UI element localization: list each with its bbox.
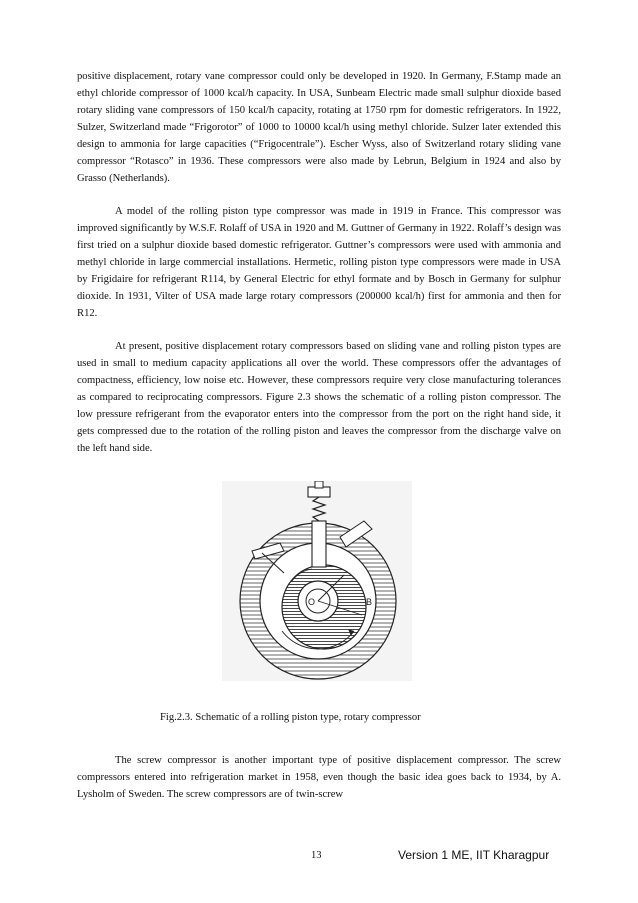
vane bbox=[312, 521, 326, 567]
label-b: B bbox=[366, 597, 373, 607]
rolling-piston-compressor-figure bbox=[222, 481, 412, 681]
paragraph-screw-compressor: The screw compressor is another important type of positive displacement compressor. The screw compressors entered into refrigeration market in 1958, even though the basic idea goes back to 1934, by A. Lysholm of Sweden. The screw compressors are of twin-screw bbox=[77, 755, 561, 800]
figure-caption: Fig.2.3. Schematic of a rolling piston type, rotary compressor bbox=[160, 712, 421, 723]
page-body bbox=[77, 68, 561, 457]
compressor-schematic bbox=[222, 481, 412, 681]
paragraph-rotary-vane-history: positive displacement, rotary vane compressor could only be developed in 1920. In Germany, F.Stamp made an ethyl chloride compressor of 1000 kcal/h capacity. In USA, Sunbeam Electric made small sulphur dioxide based rotary sliding vane compressors of 150 kcal/h capacity, rotating at 1750 rpm for domestic refrigerators. In 1922, Sulzer, Switzerland made “Frigorotor” of 1000 to 10000 kcal/h using methyl chloride. Sulzer later extended this design to ammonia for large capacities (“Frigocentrale”). Escher Wyss, also of Switzerland rotary sliding vane compressor “Rotasco” in 1936. These compressors were also made by Lebrun, Belgium in 1924 and also by Grasso (Netherlands). bbox=[77, 71, 561, 184]
label-o: O bbox=[308, 597, 316, 607]
page-number: 13 bbox=[311, 850, 322, 861]
paragraph-rotary-present: At present, positive displacement rotary compressors based on sliding vane and rolling piston types are used in small to medium capacity applications all over the world. These compressors offer the advantages of compactness, efficiency, low noise etc. However, these compressors require very close manufacturing tolerances as compared to reciprocating compressors. Figure 2.3 shows the schematic of a rolling piston compressor. The low pressure refrigerant from the evaporator enters into the compressor from the port on the right hand side, it gets compressed due to the rotation of the rolling piston and leaves the compressor from the discharge valve on the left hand side. bbox=[77, 341, 561, 454]
footer-version: Version 1 ME, IIT Kharagpur bbox=[398, 848, 550, 862]
paragraph-rolling-piston-history: A model of the rolling piston type compressor was made in 1919 in France. This compressor was improved significantly by W.S.F. Rolaff of USA in 1920 and M. Guttner of Germany in 1922. Rolaff’s design was first tried on a sulphur dioxide based domestic refrigerator. Guttner’s compressors were used with ammonia and methyl chloride in large commercial installations. Hermetic, rolling piston type compressors were made in USA by Frigidaire for refrigerant R114, by General Electric for ethyl formate and by Bosch in Germany for sulphur dioxide. In 1931, Vilter of USA made large rotary compressors (200000 kcal/h) first for ammonia and then for R12. bbox=[77, 206, 561, 319]
